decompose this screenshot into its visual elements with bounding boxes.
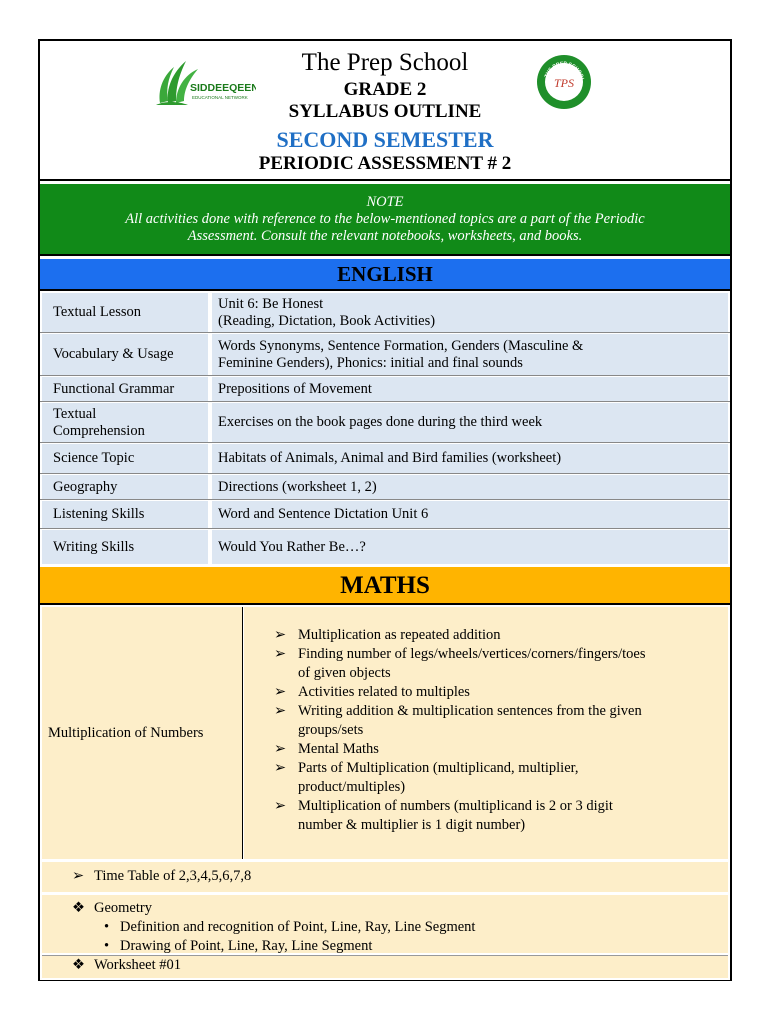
- svg-text:THE PREP SCHOOL: THE PREP SCHOOL: [543, 60, 586, 82]
- topic-label: Multiplication of Numbers: [42, 607, 243, 859]
- topic-details: [244, 607, 728, 859]
- table-row: [40, 377, 730, 402]
- arrow-bullet-icon: ➢: [274, 798, 287, 814]
- english-table: [40, 293, 730, 565]
- worksheet-row: [42, 955, 728, 978]
- svg-text:TPS: TPS: [553, 76, 575, 90]
- svg-text:SIDDEEQEEN: SIDDEEQEEN: [190, 82, 256, 94]
- worksheet-text: Worksheet #01: [94, 957, 182, 973]
- arrow-bullet-icon: ➢: [274, 684, 287, 700]
- timetable-text: Time Table of 2,3,4,5,6,7,8: [94, 868, 252, 884]
- table-row: [40, 501, 730, 529]
- list-item: ➢ Multiplication of numbers (multiplicand is 2 or 3 digit number & multiplier is 1 digit number): [274, 798, 613, 833]
- row-label: Vocabulary & Usage: [42, 334, 210, 375]
- list-item: ➢ Writing addition & multiplication sentences from the given groups/sets: [274, 703, 642, 738]
- geometry-title: Geometry: [94, 900, 152, 916]
- syllabus-title: SYLLABUS OUTLINE: [288, 101, 482, 122]
- row-content: Habitats of Animals, Animal and Bird families (worksheet): [212, 444, 728, 473]
- note-line: Assessment. Consult the relevant notebooks, worksheets, and books.: [187, 228, 583, 244]
- arrow-bullet-icon: ➢: [274, 703, 287, 719]
- maths-table: [40, 606, 730, 980]
- list-item: ➢ Parts of Multiplication (multiplicand, multiplier, product/multiples): [274, 760, 579, 795]
- arrow-bullet-icon: ➢: [274, 646, 287, 662]
- table-row: [40, 334, 730, 376]
- row-content: Unit 6: Be Honest (Reading, Dictation, Book Activities): [212, 293, 728, 332]
- grade-title: GRADE 2: [343, 79, 427, 100]
- semester-title: SECOND SEMESTER: [276, 127, 494, 152]
- row-label: Science Topic: [42, 444, 210, 473]
- table-row: [40, 530, 730, 564]
- list-item: • Definition and recognition of Point, Line, Ray, Line Segment: [104, 919, 476, 935]
- note-line: All activities done with reference to the below-mentioned topics are a part of the Periodic: [125, 211, 645, 227]
- table-row: [40, 475, 730, 500]
- list-item: ➢ Mental Maths: [274, 741, 379, 757]
- header: [40, 41, 730, 181]
- table-row: [40, 293, 730, 333]
- arrow-bullet-icon: ➢: [274, 760, 287, 776]
- row-label: Listening Skills: [42, 501, 210, 528]
- diamond-bullet-icon: ❖: [72, 957, 85, 973]
- maths-heading: MATHS: [40, 567, 730, 605]
- row-label: Textual Comprehension: [42, 403, 210, 442]
- diamond-bullet-icon: ❖: [72, 900, 85, 916]
- row-label: Textual Lesson: [42, 293, 210, 332]
- school-name: The Prep School: [301, 49, 469, 76]
- arrow-bullet-icon: ➢: [274, 627, 287, 643]
- note-title: NOTE: [366, 194, 404, 210]
- timetable-row: [42, 862, 728, 892]
- row-content: Prepositions of Movement: [212, 377, 728, 401]
- prep-school-seal: [536, 54, 592, 110]
- list-item: ➢ Multiplication as repeated addition: [274, 627, 501, 643]
- row-content: Word and Sentence Dictation Unit 6: [212, 501, 728, 528]
- arrow-bullet-icon: ➢: [72, 868, 85, 884]
- arrow-bullet-icon: ➢: [274, 741, 287, 757]
- row-content: Exercises on the book pages done during the third week: [212, 403, 728, 442]
- row-label: Geography: [42, 475, 210, 499]
- row-label: Functional Grammar: [42, 377, 210, 401]
- list-item: ➢ Activities related to multiples: [274, 684, 470, 700]
- row-content: Words Synonyms, Sentence Formation, Genders (Masculine & Feminine Genders), Phonics: initial and final sounds: [212, 334, 728, 375]
- assessment-title: PERIODIC ASSESSMENT # 2: [258, 153, 512, 174]
- geometry-row: [42, 895, 728, 953]
- row-label: Writing Skills: [42, 530, 210, 564]
- row-content: Would You Rather Be…?: [212, 530, 728, 564]
- table-row: [40, 444, 730, 474]
- table-row: [40, 403, 730, 443]
- dot-bullet-icon: •: [104, 919, 110, 935]
- svg-text:EDUCATIONAL NETWORK: EDUCATIONAL NETWORK: [192, 95, 248, 100]
- note-box: [40, 184, 730, 256]
- list-item: ➢ Finding number of legs/wheels/vertices/corners/fingers/toes of given objects: [274, 646, 646, 681]
- dot-bullet-icon: •: [104, 938, 110, 954]
- english-heading: ENGLISH: [40, 259, 730, 291]
- row-content: Directions (worksheet 1, 2): [212, 475, 728, 499]
- list-item: • Drawing of Point, Line, Ray, Line Segment: [104, 938, 373, 954]
